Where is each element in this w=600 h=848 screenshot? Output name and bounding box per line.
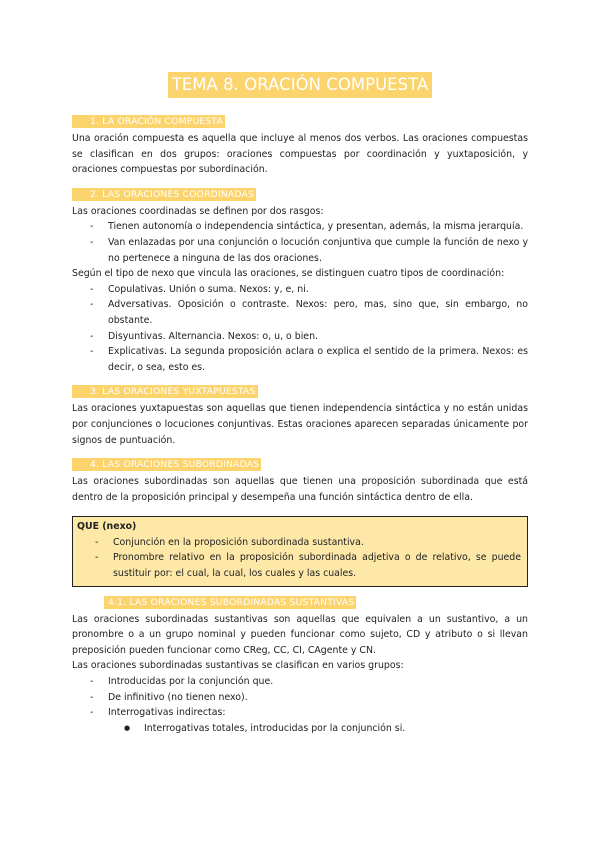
list-item: - Interrogativas indirectas: [72, 705, 528, 721]
page-title: TEMA 8. ORACIÓN COMPUESTA [168, 72, 433, 98]
list-item: ● Interrogativas totales, introducidas por la conjunción si. [72, 721, 528, 737]
list-item: - Disyuntivas. Alternancia. Nexos: o, u, o bien. [72, 329, 528, 345]
section-1-body: Una oración compuesta es aquella que incluye al menos dos verbos. Las oraciones compuestas se clasifican en dos grupos: oraciones compuestas por coordinación y yuxtaposición, y oraciones compuestas por subordinación. [72, 133, 528, 176]
list-item: - Pronombre relativo en la proposición subordinada adjetiva o de relativo, se puede sustituir por: el cual, la cual, los cuales y las cuales. [77, 550, 521, 581]
section-4-1-heading: 4.1. LAS ORACIONES SUBORDINADAS SUSTANTIVAS [72, 595, 528, 610]
section-4-body: Las oraciones subordinadas son aquellas que tienen una proposición subordinada que está dentro de la proposición principal y desempeña una función sintáctica dentro de ella. [72, 476, 528, 503]
section-4-heading: 4. LAS ORACIONES SUBORDINADAS [72, 457, 528, 472]
title-wrap [72, 72, 528, 98]
substantive-groups-list [72, 674, 528, 721]
list-item: - Van enlazadas por una conjunción o locución conjuntiva que cumple la función de nexo y no pertenece a ninguna de las dos oraciones. [72, 235, 528, 266]
list-item: - Copulativas. Unión o suma. Nexos: y, e, ni. [72, 282, 528, 298]
list-item: - Introducidas por la conjunción que. [72, 674, 528, 690]
list-item: - Conjunción en la proposición subordinada sustantiva. [77, 535, 521, 551]
section-3-body: Las oraciones yuxtapuestas son aquellas que tienen independencia sintáctica y no están unidas por conjunciones o locuciones conjuntivas. Estas oraciones aparecen separadas únicamente por signos de puntuación. [72, 403, 528, 446]
list-item: - Explicativas. La segunda proposición aclara o explica el sentido de la primera. Nexos: es decir, o sea, esto es. [72, 344, 528, 375]
list-item: - Adversativas. Oposición o contraste. Nexos: pero, mas, sino que, sin embargo, no obstante. [72, 297, 528, 328]
section-4-1-body: Las oraciones subordinadas sustantivas son aquellas que equivalen a un sustantivo, a un pronombre o a un grupo nominal y pueden funcionar como sujeto, CD y atributo o si llevan preposición pueden funcionar como CReg, CC, CI, CAgente y CN. [72, 613, 528, 656]
section-2-intro: Las oraciones coordinadas se definen por dos rasgos: [72, 205, 324, 217]
section-2-types-intro: Según el tipo de nexo que vincula las oraciones, se distinguen cuatro tipos de coordinación: [72, 268, 505, 280]
que-nexo-note-box [72, 516, 528, 586]
note-list [77, 535, 521, 582]
section-2-heading: 2. LAS ORACIONES COORDINADAS [72, 187, 528, 202]
section-1-heading: 1. LA ORACIÓN COMPUESTA [72, 114, 528, 129]
section-3-heading: 3. LAS ORACIONES YUXTAPUESTAS [72, 384, 528, 399]
indirect-interrogatives-list [72, 721, 528, 737]
coordinated-traits-list [72, 219, 528, 266]
list-item: - De infinitivo (no tienen nexo). [72, 690, 528, 706]
document-content [72, 72, 528, 736]
coordination-types-list [72, 282, 528, 376]
section-4-1-groups-intro: Las oraciones subordinadas sustantivas se clasifican en varios grupos: [72, 660, 404, 672]
note-title: QUE (nexo) [77, 521, 137, 533]
list-item: - Tienen autonomía o independencia sintáctica, y presentan, además, la misma jerarquía. [72, 219, 528, 235]
